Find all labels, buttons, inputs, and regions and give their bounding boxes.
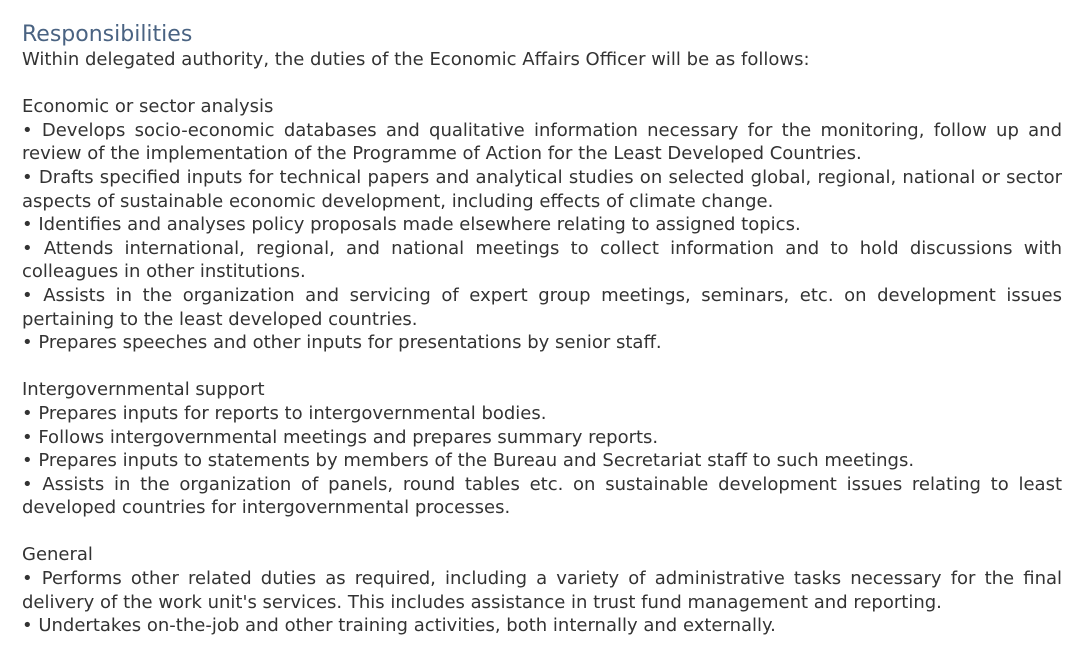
duty-item: • Performs other related duties as required, including a variety of administrative tasks necessary for the final delivery of the work unit's services. This includes assistance in trust fund management and reporting. <box>22 567 1062 614</box>
duty-list <box>22 119 1062 355</box>
duty-item: • Develops socio-economic databases and qualitative information necessary for the monitoring, follow up and review of the implementation of the Programme of Action for the Least Developed Countries. <box>22 119 1062 166</box>
duty-item: • Follows intergovernmental meetings and prepares summary reports. <box>22 426 1062 450</box>
duty-item: • Assists in the organization of panels, round tables etc. on sustainable development issues relating to least developed countries for intergovernmental processes. <box>22 473 1062 520</box>
duty-list <box>22 567 1062 638</box>
duty-item: • Undertakes on-the-job and other training activities, both internally and externally. <box>22 614 1062 638</box>
duty-item: • Prepares inputs for reports to intergovernmental bodies. <box>22 402 1062 426</box>
section-title: Responsibilities <box>22 22 193 47</box>
duty-item: • Prepares inputs to statements by members of the Bureau and Secretariat staff to such meetings. <box>22 449 1062 473</box>
responsibilities-section <box>22 22 1062 638</box>
group-general <box>22 543 1062 637</box>
duty-item: • Assists in the organization and servicing of expert group meetings, seminars, etc. on development issues pertaining to the least developed countries. <box>22 284 1062 331</box>
duty-item: • Identifies and analyses policy proposals made elsewhere relating to assigned topics. <box>22 213 1062 237</box>
group-heading: Intergovernmental support <box>22 379 265 401</box>
duty-item: • Drafts specified inputs for technical papers and analytical studies on selected global, regional, national or sector aspects of sustainable economic development, including effects of climate change. <box>22 166 1062 213</box>
duty-item: • Attends international, regional, and national meetings to collect information and to hold discussions with colleagues in other institutions. <box>22 237 1062 284</box>
group-heading: Economic or sector analysis <box>22 96 274 118</box>
intro-text: Within delegated authority, the duties of the Economic Affairs Officer will be as follows: <box>22 49 810 70</box>
duty-item: • Prepares speeches and other inputs for presentations by senior staff. <box>22 331 1062 355</box>
group-economic-analysis <box>22 95 1062 355</box>
duty-list <box>22 402 1062 520</box>
group-heading: General <box>22 544 93 566</box>
group-intergovernmental-support <box>22 378 1062 520</box>
